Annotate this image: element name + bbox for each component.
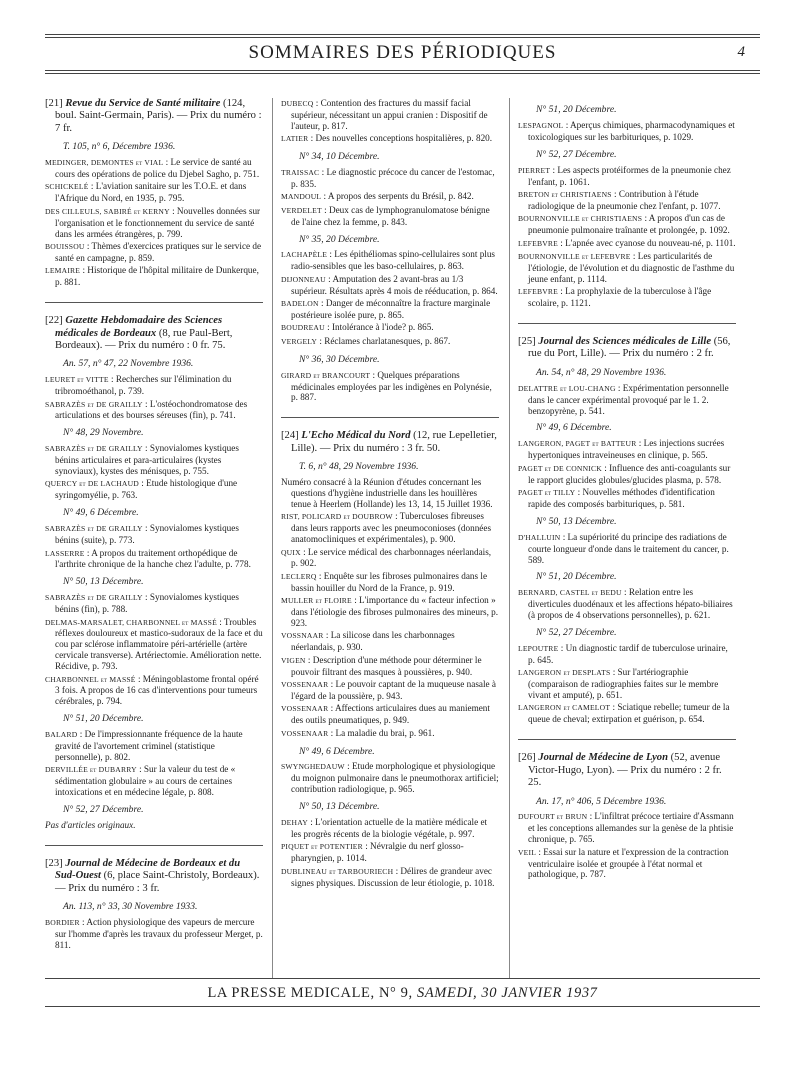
section-separator xyxy=(518,739,736,740)
article-authors: SABRAZÈS et DE GRAILLY xyxy=(45,524,143,534)
article-title: : Le pouvoir captant de la muqueuse nasale à l'égard de la poussière, p. 943. xyxy=(291,678,496,701)
article-authors: PAGET et TILLY xyxy=(518,487,576,497)
journal-number: [22] xyxy=(45,315,63,327)
article-authors: SWYNGHEDAUW xyxy=(281,762,345,772)
article-authors: VEIL xyxy=(518,847,537,857)
article-entry xyxy=(45,181,263,204)
article-entry xyxy=(518,383,736,417)
article-entry xyxy=(45,443,263,477)
article-title: : L'apnée avec cyanose du nouveau-né, p. 1101. xyxy=(560,237,736,248)
issue-heading: An. 57, n° 47, 22 Novembre 1936. xyxy=(63,358,194,370)
article-entry xyxy=(518,120,736,143)
article-entry xyxy=(518,165,736,188)
section-note: Pas d'articles originaux. xyxy=(45,820,136,831)
article-entry xyxy=(518,587,736,621)
article-authors: BALARD xyxy=(45,730,78,740)
journal-info: (56, rue du Port, Lille). — Prix du numéro : 2 fr. xyxy=(528,336,731,360)
article-authors: VIGEN xyxy=(281,655,306,665)
journal-heading xyxy=(281,430,499,455)
article-authors: DUBECQ xyxy=(281,99,314,108)
article-authors: BORDIER xyxy=(45,918,80,928)
article-entry xyxy=(281,679,499,702)
article-authors: DIJONNEAU xyxy=(281,274,326,284)
article-entry xyxy=(281,167,499,190)
issue-heading: N° 51, 20 Décembre. xyxy=(63,713,144,725)
journal-heading xyxy=(518,752,736,789)
article-title: : Synovialomes kystiques bénins (fin), p. 788. xyxy=(55,592,239,615)
article-entry xyxy=(281,728,499,740)
page-footer xyxy=(45,985,760,1002)
article-entry xyxy=(518,213,736,236)
article-title: : Méningoblastome frontal opéré 3 fois. A propos de 16 cas d'interventions pour tumeurs cérébrales, p. 794. xyxy=(55,673,259,707)
article-title: : Expérimentation personnelle dans le cancer expérimental provoqué par le 1. 2. benzopyrène, p. 541. xyxy=(528,382,729,416)
article-entry xyxy=(281,191,499,203)
article-title: : L'infiltrat précoce tertiaire d'Assmann et les conceptions allemandes sur la genèse de la phtisie chronique, p. 765. xyxy=(528,811,734,845)
article-entry xyxy=(518,238,736,250)
article-entry xyxy=(518,811,736,845)
article-authors: BOURNONVILLE et CHRISTIAENS xyxy=(518,214,643,224)
article-authors: BOUDREAU xyxy=(281,323,325,333)
issue-heading: N° 50, 13 Décembre. xyxy=(63,576,144,588)
journal-number: [24] xyxy=(281,430,299,442)
article-authors: LANGERON et DESPLATS xyxy=(518,668,611,678)
article-title: : Le service médical des charbonnages néerlandais, p. 902. xyxy=(291,546,492,569)
journal-name: Journal de Médecine de Bordeaux et du Sud-Ouest xyxy=(55,857,241,882)
article-entry xyxy=(518,463,736,486)
article-authors: DELATTRE et LOU-CHANG xyxy=(518,383,616,393)
journal-name: Journal des Sciences médicales de Lille xyxy=(538,336,712,347)
section-separator xyxy=(518,323,736,324)
article-entry xyxy=(281,866,499,889)
article-authors: RIST, POLICARD et DOUBROW xyxy=(281,512,393,522)
article-title: : La maladie du brai, p. 961. xyxy=(330,727,435,738)
article-authors: PAGET et DE CONNICK xyxy=(518,463,602,473)
article-entry xyxy=(281,595,499,629)
section-separator xyxy=(45,845,263,846)
article-authors: SABRAZÈS et DE GRAILLY xyxy=(45,444,143,454)
article-title: : Danger de méconnaître la fracture marginale postérieure isolée pure, p. 865. xyxy=(291,298,491,320)
issue-heading: N° 51, 20 Décembre. xyxy=(536,104,617,115)
article-title: : Des nouvelles conceptions hospitalières, p. 820. xyxy=(310,133,493,144)
journal-info: (6, place Saint-Christoly, Bordeaux). — Prix du numéro : 3 fr. xyxy=(55,870,260,894)
article-authors: DUFOURT et BRUN xyxy=(518,812,588,822)
article-entry xyxy=(281,477,499,510)
article-title: : Action physiologique des vapeurs de mercure sur l'homme d'après les travaux du professeur Merget, p. 811. xyxy=(55,917,263,950)
journal-name: Gazette Hebdomadaire des Sciences médicales de Bordeaux xyxy=(55,315,223,339)
article-entry xyxy=(281,370,499,404)
article-title: : Amputation des 2 avant-bras au 1/3 supérieur. Résultats après 4 mois de rééducation, p. 864. xyxy=(291,273,498,296)
article-authors: VOSSENAAR xyxy=(281,728,329,738)
journal-name: Journal de Médecine de Lyon xyxy=(538,752,668,764)
article-authors: LATIER xyxy=(281,134,309,144)
header-bottom-rule xyxy=(45,70,760,71)
article-title: : La prophylaxie de la tuberculose à l'âge scolaire, p. 1121. xyxy=(528,286,712,309)
article-entry xyxy=(281,249,499,272)
journal-section xyxy=(45,315,263,831)
header-top-rule-2 xyxy=(45,37,760,38)
article-authors: SCHICKELÉ xyxy=(45,182,89,192)
journal-section xyxy=(281,98,499,403)
article-entry xyxy=(45,206,263,240)
column-3 xyxy=(518,98,736,882)
journal-section xyxy=(281,430,499,888)
article-entry xyxy=(281,133,499,145)
article-title: : Etude morphologique et physiologique du moignon pulmonaire dans le pneumothorax artificiel; contribution radiologique, p. 965. xyxy=(291,761,499,795)
article-title: : Les injections sucrées hypertoniques intraveineuses en clinique, p. 565. xyxy=(528,438,725,461)
article-entry xyxy=(281,703,499,726)
article-entry xyxy=(518,438,736,461)
header-bottom-rule-2 xyxy=(45,73,760,74)
journal-number: [25] xyxy=(518,336,536,347)
article-entry xyxy=(45,374,263,397)
column-divider xyxy=(272,98,273,978)
article-entry xyxy=(518,702,736,725)
article-authors: LEFEBVRE xyxy=(518,287,558,297)
article-entry xyxy=(281,547,499,570)
article-title: : La supériorité du principe des radiations de courte longueur d'onde dans le traitement du cancer, p. 589. xyxy=(528,531,729,565)
article-title: : A propos du traitement orthopédique de l'arthrite chronique de la hanche chez l'adulte, p. 778. xyxy=(55,547,251,570)
journal-section xyxy=(45,858,263,951)
article-entry xyxy=(45,548,263,571)
article-authors: QUIX xyxy=(281,547,301,557)
issue-heading: N° 52, 27 Décembre. xyxy=(63,804,144,816)
article-title: : Quelques préparations médicinales employées par les indigènes en Polynésie, p. 887. xyxy=(291,369,492,403)
journal-heading xyxy=(45,858,263,895)
article-entry xyxy=(45,592,263,615)
article-entry xyxy=(281,274,499,297)
article-title: : Historique de l'hôpital militaire de Dunkerque, p. 881. xyxy=(55,265,259,288)
article-authors: MULLER et FLOIRE xyxy=(281,596,352,606)
column-2 xyxy=(281,98,499,890)
journal-section xyxy=(45,98,263,288)
article-entry xyxy=(281,511,499,545)
article-entry xyxy=(45,523,263,546)
section-separator xyxy=(45,302,263,303)
article-title: : Deux cas de lymphogranulomatose bénigne de l'aine chez la femme, p. 843. xyxy=(291,204,490,227)
article-authors: LANGERON, PAGET et BATTEUR xyxy=(518,439,637,449)
article-authors: VOSSENAAR xyxy=(281,704,329,714)
journal-number: [26] xyxy=(518,752,536,764)
article-title: : De l'impressionnante fréquence de la haute gravité de l'avortement criminel (statistique personnelle), p. 802. xyxy=(55,729,243,762)
article-title: : Enquête sur les fibroses pulmonaires dans le bassin houiller du Nord de la France, p. 919. xyxy=(291,570,488,593)
article-entry xyxy=(45,917,263,951)
article-title: : Le diagnostic précoce du cancer de l'estomac, p. 835. xyxy=(291,167,495,189)
article-authors: LEPOUTRE xyxy=(518,643,559,653)
article-title: : Synovialomes kystiques bénins articulaires et para-articulaires (kystes synoviaux), kystes des ménisques, p. 755. xyxy=(55,443,239,477)
article-authors: LEMAIRE xyxy=(45,266,81,276)
footer-date: 30 JANVIER 1937 xyxy=(481,985,598,1001)
article-authors: PIERRET xyxy=(518,165,551,175)
article-entry xyxy=(281,841,499,864)
article-title: : L'orientation actuelle de la matière médicale et les progrès récents de la biologie végétale, p. 997. xyxy=(291,817,488,839)
journal-section xyxy=(518,752,736,880)
article-title: : Sur la valeur du test de « sédimentation globulaire » au cours de certaines intoxications et en médecine légale, p. 808. xyxy=(55,764,236,798)
article-authors: LESPAGNOL xyxy=(518,120,564,130)
article-authors: LACHAPÈLE xyxy=(281,250,328,260)
article-authors: BERNARD, CASTEL et BEDU xyxy=(518,588,622,598)
article-title: : Intolérance à l'iode? p. 865. xyxy=(327,322,434,333)
article-title: : Les aspects protéiformes de la pneumonie chez l'enfant, p. 1061. xyxy=(528,164,731,187)
article-authors: MEDINGER, DEMONTES et VIAL xyxy=(45,158,164,168)
article-title: : A propos des serpents du Brésil, p. 842. xyxy=(323,191,474,202)
footer-top-rule xyxy=(45,978,760,979)
article-authors: LEFEBVRE xyxy=(518,238,558,248)
article-authors: CHARBONNEL et MASSÉ xyxy=(45,674,136,684)
article-title: Numéro consacré à la Réunion d'études concernant les questions d'hygiène industrielle dans les houillères tenue à Heerlem (Hollande) les 13, 14, 15 Juillet 1936. xyxy=(281,477,493,509)
article-entry xyxy=(281,336,499,348)
article-entry xyxy=(281,298,499,321)
article-authors: DELMAS-MARSALET, CHARBONNEL et MASSÉ xyxy=(45,617,217,627)
article-title: : Les particularités de l'étiologie, de l'évolution et du diagnostic de l'asthme du jeune enfant, p. 1114. xyxy=(528,250,735,284)
article-authors: DEHAY xyxy=(281,818,308,828)
journal-heading xyxy=(518,336,736,361)
article-authors: QUERCY et DE LACHAUD xyxy=(45,479,139,489)
article-title: : Essai sur la nature et l'expression de la contraction ventriculaire isolée et groupée à l'état normal et pathologique, p. 787. xyxy=(528,846,729,880)
journal-heading xyxy=(45,98,263,135)
article-entry xyxy=(45,617,263,673)
journal-info: (52, avenue Victor-Hugo, Lyon). — Prix du numéro : 2 fr. 25. xyxy=(528,752,722,789)
article-authors: BOUISSOU xyxy=(45,241,85,251)
page-number: 4 xyxy=(737,44,745,60)
journal-number: [21] xyxy=(45,98,63,109)
article-entry xyxy=(45,241,263,264)
issue-heading: N° 52, 27 Décembre. xyxy=(536,148,617,160)
issue-heading: N° 49, 6 Décembre. xyxy=(536,422,612,434)
article-title: : Synovialomes kystiques bénins (suite), p. 773. xyxy=(55,523,239,546)
article-entry xyxy=(281,205,499,228)
article-authors: BRETON et CHRISTIAENS xyxy=(518,189,612,199)
article-entry xyxy=(281,655,499,678)
issue-heading: N° 34, 10 Décembre. xyxy=(299,151,380,163)
article-title: : Les épithéliomas spino-cellulaires sont plus radio-sensibles que les baso-cellulaires, p. 863. xyxy=(291,249,496,272)
issue-heading: An. 113, n° 33, 30 Novembre 1933. xyxy=(63,901,198,913)
journal-number: [23] xyxy=(45,857,63,869)
article-title: : Recherches sur l'élimination du tribromoéthanol, p. 739. xyxy=(55,374,232,397)
article-entry xyxy=(518,189,736,212)
column-divider xyxy=(509,98,510,978)
article-title: : Sur l'artériographie (comparaison de radiographies faites sur le membre vivant et amputé), p. 651. xyxy=(528,667,719,701)
journal-info: (8, rue Paul-Bert, Bordeaux). — Prix du numéro : 0 fr. 75. xyxy=(55,327,233,351)
article-authors: LECLERQ xyxy=(281,571,317,581)
article-title: : Un diagnostic tardif de tuberculose urinaire, p. 645. xyxy=(528,642,728,665)
article-entry xyxy=(281,817,499,840)
article-title: : Affections articulaires dues au maniement des outils pneumatiques, p. 949. xyxy=(291,703,490,726)
article-entry xyxy=(518,643,736,666)
issue-heading: N° 51, 20 Décembre. xyxy=(536,571,617,583)
footer-day: SAMEDI, xyxy=(417,985,478,1001)
journal-name: Revue du Service de Santé militaire xyxy=(65,98,221,109)
issue-heading: N° 49, 6 Décembre. xyxy=(299,745,375,757)
journal-info: (124, boul. Saint-Germain, Paris). — Prix du numéro : 7 fr. xyxy=(55,98,262,134)
issue-heading: An. 17, n° 406, 5 Décembre 1936. xyxy=(536,795,667,807)
article-title: : Réclames charlatanesques, p. 867. xyxy=(319,335,451,346)
article-entry xyxy=(45,399,263,422)
journal-info: (12, rue Lepelletier, Lille). — Prix du numéro : 3 fr. 50. xyxy=(291,430,497,454)
article-title: : Influence des anti-coagulants sur le rapport glucides globules/glucides plasma, p. 578. xyxy=(528,462,731,485)
article-entry xyxy=(45,265,263,288)
article-title: : Description d'une méthode pour déterminer le pouvoir filtrant des masques à poussières, p. 940. xyxy=(291,654,482,677)
footer-journal: LA PRESSE MEDICALE, xyxy=(207,985,375,1001)
article-title: : L'ostéochondromatose des articulations et des bourses séreuses (fin), p. 741. xyxy=(55,398,248,421)
article-authors: LANGERON et CAMELOT xyxy=(518,703,611,713)
footer-bottom-rule xyxy=(45,1006,760,1007)
article-entry xyxy=(518,532,736,566)
article-authors: D'HALLUIN xyxy=(518,532,561,542)
article-authors: VOSSNAAR xyxy=(281,631,324,641)
article-title: : A propos d'un cas de pneumonie pulmonaire traînante et prolongée, p. 1092. xyxy=(528,213,730,236)
article-entry xyxy=(281,630,499,653)
article-title: : Tuberculoses fibreuses dans leurs rapports avec les pneumoconioses (données anatomocliniques et expérimentales), p. 900. xyxy=(291,511,492,545)
article-title: : Etude histologique d'une syringomyélie, p. 763. xyxy=(55,478,238,501)
article-entry xyxy=(281,571,499,594)
article-authors: SABRAZÈS et DE GRAILLY xyxy=(45,399,143,409)
article-authors: GIRARD et BRANCOURT xyxy=(281,370,371,380)
issue-heading: An. 54, n° 48, 29 Novembre 1936. xyxy=(536,366,667,378)
article-authors: DES CILLEULS, SABIRÉ et KERNY xyxy=(45,206,170,216)
article-authors: DUBLINEAU et TARBOURIECH xyxy=(281,866,394,876)
article-title: : L'importance du « facteur infection » dans l'étiologie des fibroses pulmonaires des mineurs, p. 923. xyxy=(291,595,499,628)
article-entry xyxy=(518,487,736,510)
article-entry xyxy=(45,674,263,708)
column-1 xyxy=(45,98,263,952)
journal-heading xyxy=(45,315,263,352)
article-entry xyxy=(281,322,499,334)
header-top-rule xyxy=(45,34,760,35)
issue-heading: N° 50, 13 Décembre. xyxy=(536,515,617,527)
article-title: : Sciatique rebelle; tumeur de la queue de cheval; extirpation et guérison, p. 654. xyxy=(528,702,730,725)
article-entry xyxy=(281,98,499,132)
journal-section xyxy=(518,336,736,725)
issue-heading: N° 35, 20 Décembre. xyxy=(299,233,380,245)
article-authors: BADELON xyxy=(281,299,319,309)
article-title: : Nouvelles données sur l'organisation et le fonctionnement du service de santé dans les armées étrangères, p. 799. xyxy=(55,205,261,239)
article-title: : L'aviation sanitaire sur les T.O.E. et dans l'Afrique du Nord, en 1935, p. 795. xyxy=(55,181,247,204)
article-title: : Thèmes d'exercices pratiques sur le service de santé en campagne, p. 859. xyxy=(55,240,262,263)
issue-heading: N° 50, 13 Décembre. xyxy=(299,801,380,813)
journal-section xyxy=(518,105,736,309)
article-title: : Aperçus chimiques, pharmacodynamiques et toxicologiques sur les barbituriques, p. 1029. xyxy=(528,119,735,142)
journal-name: L'Echo Médical du Nord xyxy=(301,430,411,442)
article-title: : Nouvelles méthodes d'identification rapide des composés barbituriques, p. 581. xyxy=(528,486,715,509)
article-title: : Troubles réflexes douloureux et mastico-sudoraux de la face et du cou par sclérose inflammatoire péri-artérielle (artère cervicale transverse). Artériectomie. Amélioration nette. Récidive, p. 793. xyxy=(55,616,263,672)
article-authors: VERGELY xyxy=(281,336,318,346)
article-authors: MANDOUL xyxy=(281,192,322,202)
article-entry xyxy=(518,286,736,309)
article-entry xyxy=(518,251,736,285)
section-separator xyxy=(281,417,499,418)
article-authors: DERVILLÉE et DUBARRY xyxy=(45,765,137,775)
article-entry xyxy=(518,847,736,881)
article-authors: LASSERRE xyxy=(45,548,85,558)
issue-heading: N° 48, 29 Novembre. xyxy=(63,427,144,439)
article-title: : Névralgie du nerf glosso-pharyngien, p. 1014. xyxy=(291,841,464,864)
article-title: : Contribution à l'étude radiologique de la pneumonie chez l'enfant, p. 1077. xyxy=(528,188,721,211)
article-entry xyxy=(518,667,736,701)
issue-heading: T. 6, n° 48, 29 Novembre 1936. xyxy=(299,461,419,473)
article-authors: VOSSENAAR xyxy=(281,679,329,689)
article-authors: PIQUET et POTENTIER xyxy=(281,842,363,852)
issue-heading: N° 52, 27 Décembre. xyxy=(536,627,617,639)
article-entry xyxy=(45,157,263,180)
footer-number: N° 9, xyxy=(378,985,413,1001)
issue-heading: N° 49, 6 Décembre. xyxy=(63,507,139,519)
article-entry xyxy=(45,764,263,798)
page-title: SOMMAIRES DES PÉRIODIQUES xyxy=(248,42,557,63)
article-title: : Délires de grandeur avec signes physiques. Discussion de leur étiologie, p. 1018. xyxy=(291,865,495,888)
article-authors: LEURET et VITTE xyxy=(45,375,109,385)
article-title: : La silicose dans les charbonnages néerlandais, p. 930. xyxy=(291,630,455,653)
article-authors: VERDELET xyxy=(281,205,322,215)
article-authors: SABRAZÈS et DE GRAILLY xyxy=(45,593,143,603)
article-entry xyxy=(45,729,263,763)
article-entry xyxy=(281,761,499,795)
article-authors: BOURNONVILLE et LEFEBVRE xyxy=(518,251,631,261)
article-title: : Le service de santé au cours des opérations de police du Djebel Sagho, p. 751. xyxy=(55,157,260,180)
issue-heading: T. 105, n° 6, Décembre 1936. xyxy=(63,141,176,153)
article-entry xyxy=(45,478,263,501)
issue-heading: N° 36, 30 Décembre. xyxy=(299,353,380,365)
article-title: : Relation entre les diverticules duodénaux et les affections hépato-biliaires (à propos de 4 observations personnelles), p. 621. xyxy=(528,587,733,621)
article-title: : Contention des fractures du massif facial supérieur, nécessitant un appui cranien : Dispositif de l'auteur, p. 817. xyxy=(291,98,488,131)
article-authors: TRAISSAC xyxy=(281,168,320,178)
